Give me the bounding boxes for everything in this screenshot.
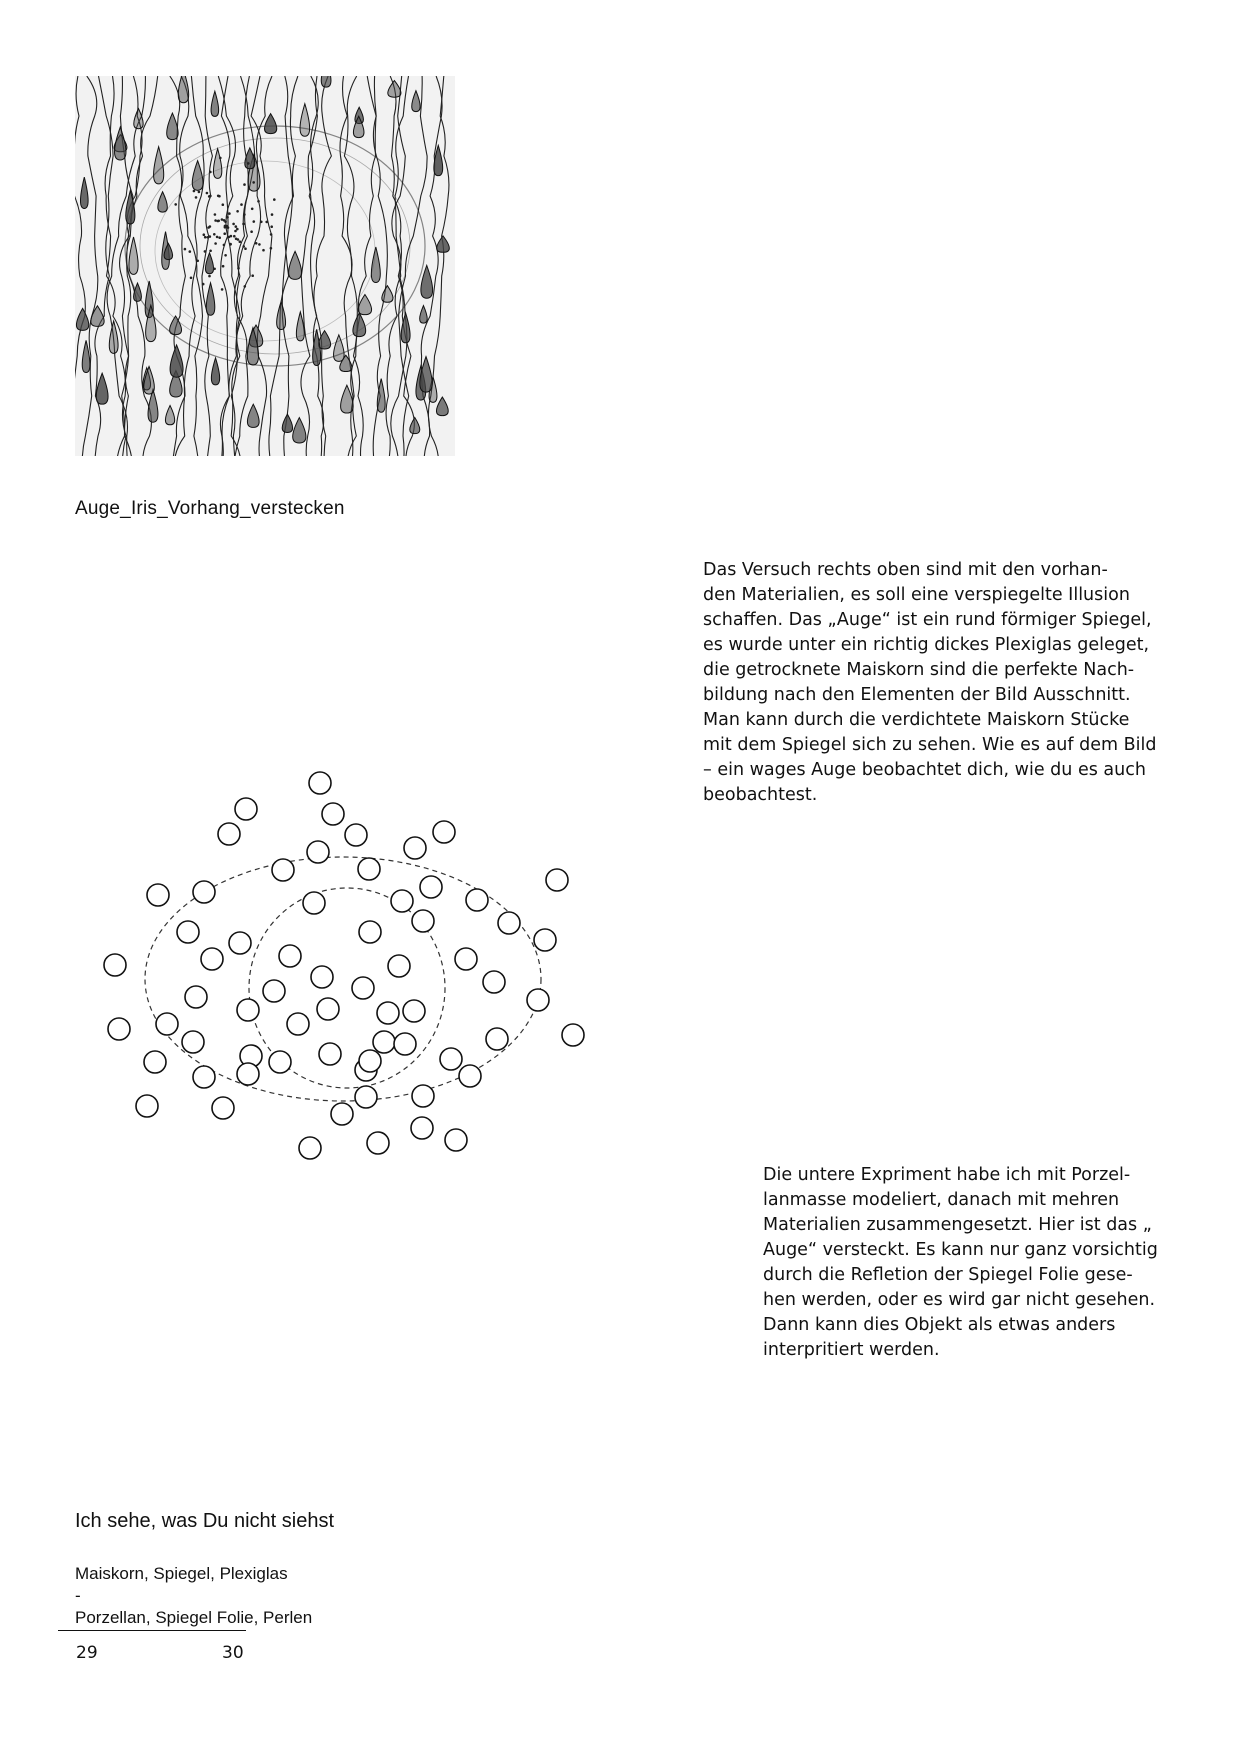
dot-circle — [403, 1000, 425, 1022]
dot-circle — [319, 1043, 341, 1065]
dot-circle — [218, 823, 240, 845]
sketch-stipple — [216, 236, 219, 239]
dot-circle — [104, 954, 126, 976]
sketch-stipple — [236, 210, 239, 213]
circle-dot-svg — [0, 740, 640, 1180]
dot-circle — [412, 1085, 434, 1107]
para-line: Man kann durch die verdichtete Maiskorn Stücke — [703, 710, 1130, 730]
sketch-stipple — [257, 200, 260, 203]
dot-circle — [229, 932, 251, 954]
dot-circle — [185, 986, 207, 1008]
dot-circle — [483, 971, 505, 993]
sketch-stipple — [244, 285, 247, 288]
sketch-stipple — [237, 238, 240, 241]
dot-circle — [433, 821, 455, 843]
dot-circle — [299, 1137, 321, 1159]
sketch-stipple — [240, 203, 243, 206]
description-paragraph-top — [703, 558, 1183, 808]
para-line: beobachtest. — [703, 785, 818, 805]
sketch-stipple — [235, 225, 238, 228]
sketch-stipple — [224, 221, 227, 224]
dot-circle — [459, 1065, 481, 1087]
sketch-stipple — [265, 221, 268, 224]
dot-circle — [391, 890, 413, 912]
dot-circle — [193, 881, 215, 903]
sketch-stipple — [258, 243, 261, 246]
sketch-stipple — [203, 233, 206, 236]
sketch-stipple — [207, 226, 210, 229]
sketch-stipple — [222, 203, 225, 206]
image-caption: Auge_Iris_Vorhang_verstecken — [75, 498, 345, 519]
dot-circle — [394, 1033, 416, 1055]
dot-circle — [359, 1050, 381, 1072]
sketch-stipple — [214, 242, 217, 245]
sketch-stipple — [270, 225, 273, 228]
materials-line-2: Porzellan, Spiegel Folie, Perlen — [75, 1608, 313, 1627]
dot-circle — [367, 1132, 389, 1154]
sketch-stipple — [184, 248, 187, 251]
sketch-stipple — [214, 213, 217, 216]
sketch-stipple — [218, 236, 221, 239]
sketch-stipple — [189, 250, 192, 253]
para-line: den Materialien, es soll eine verspiegelte Illusion — [703, 585, 1130, 605]
sketch-stipple — [243, 183, 246, 186]
dot-circle — [263, 980, 285, 1002]
sketch-stipple — [253, 220, 256, 223]
dot-circle — [108, 1018, 130, 1040]
dot-circle — [156, 1013, 178, 1035]
sketch-stipple — [252, 181, 255, 184]
para-line: interpritiert werden. — [763, 1340, 940, 1360]
dot-circle — [345, 824, 367, 846]
sketch-stipple — [209, 250, 212, 253]
dot-circle — [352, 977, 374, 999]
dot-circle — [269, 1051, 291, 1073]
dot-circle — [193, 1066, 215, 1088]
dot-circle — [272, 859, 294, 881]
dot-circle — [445, 1129, 467, 1151]
sketch-stipple — [209, 235, 212, 238]
eye-sketch-image — [75, 76, 455, 456]
page-number-left: 29 — [76, 1643, 98, 1663]
sketch-stipple — [271, 213, 274, 216]
dot-circle — [534, 929, 556, 951]
dot-circle — [527, 989, 549, 1011]
para-line: hen werden, oder es wird gar nicht gesehen. — [763, 1290, 1156, 1310]
sketch-stipple — [190, 277, 193, 280]
sketch-stipple — [251, 208, 254, 211]
sketch-stipple — [250, 230, 253, 233]
para-line: Die untere Expriment habe ich mit Porzel- — [763, 1165, 1131, 1185]
sketch-stipple — [236, 228, 239, 231]
sketch-stipple — [218, 195, 221, 198]
dot-circle — [546, 869, 568, 891]
para-line: Materialien zusammengesetzt. Hier ist das „ — [763, 1215, 1152, 1235]
dot-circle — [279, 945, 301, 967]
sketch-stipple — [242, 223, 245, 226]
sketch-stipple — [222, 265, 225, 268]
sketch-stipple — [243, 213, 246, 216]
sketch-stipple — [221, 218, 224, 221]
sketch-stipple — [255, 242, 258, 245]
dot-circle — [317, 998, 339, 1020]
dot-circle — [388, 955, 410, 977]
dot-circle — [373, 1031, 395, 1053]
sketch-stipple — [273, 198, 276, 201]
sketch-stipple — [270, 247, 273, 250]
circle-dot-diagram — [0, 740, 640, 1180]
description-paragraph-bottom — [763, 1163, 1193, 1363]
sketch-stipple — [234, 230, 237, 233]
para-line: die getrocknete Maiskorn sind die perfekte Nach- — [703, 660, 1135, 680]
dot-circle — [322, 803, 344, 825]
sketch-stipple — [233, 235, 236, 238]
sketch-stipple — [214, 219, 217, 222]
sketch-stipple — [226, 216, 229, 219]
sketch-stipple — [223, 232, 226, 235]
dot-circle — [147, 884, 169, 906]
dot-circle — [309, 772, 331, 794]
footer-rule — [58, 1630, 246, 1631]
dot-circle — [377, 1002, 399, 1024]
para-line: es wurde unter ein richtig dickes Plexiglas geleget, — [703, 635, 1150, 655]
sketch-stipple — [174, 203, 177, 206]
sketch-stipple — [223, 244, 226, 247]
dot-circle — [411, 1117, 433, 1139]
para-line: bildung nach den Elementen der Bild Ausschnitt. — [703, 685, 1131, 705]
dot-circle — [455, 948, 477, 970]
dot-circle — [144, 1051, 166, 1073]
dot-circle — [562, 1024, 584, 1046]
sketch-stipple — [242, 245, 245, 248]
dot-circle — [404, 837, 426, 859]
para-line: – ein wages Auge beobachtet dich, wie du es auch — [703, 760, 1146, 780]
dot-circle — [440, 1048, 462, 1070]
sketch-stipple — [260, 221, 263, 224]
para-line: Dann kann dies Objekt als etwas anders — [763, 1315, 1116, 1335]
sketch-stipple — [228, 236, 231, 239]
eye-sketch-drawing — [75, 76, 455, 456]
dot-circle — [412, 910, 434, 932]
dot-circle — [212, 1097, 234, 1119]
sketch-stipple — [224, 254, 227, 257]
sketch-stipple — [270, 233, 273, 236]
dot-circle — [235, 798, 257, 820]
para-line: durch die Refletion der Spiegel Folie gese- — [763, 1265, 1133, 1285]
sketch-stipple — [193, 190, 196, 193]
sketch-stipple — [213, 268, 216, 271]
sketch-stipple — [195, 196, 198, 199]
dot-circle — [287, 1013, 309, 1035]
dot-circle — [136, 1095, 158, 1117]
dot-circle — [498, 912, 520, 934]
dot-circle — [177, 921, 199, 943]
sketch-stipple — [229, 243, 232, 246]
sketch-stipple — [221, 288, 224, 291]
dot-circle — [358, 858, 380, 880]
sketch-stipple — [208, 275, 211, 278]
sketch-stipple — [204, 250, 207, 253]
sketch-stipple — [202, 283, 205, 286]
sketch-stipple — [219, 157, 222, 160]
sketch-stipple — [232, 223, 235, 226]
materials-line-1: Maiskorn, Spiegel, Plexiglas — [75, 1564, 288, 1583]
para-line: Auge“ versteckt. Es kann nur ganz vorsichtig — [763, 1240, 1158, 1260]
sketch-stipple — [251, 274, 254, 277]
sketch-stipple — [247, 162, 250, 165]
dot-circle — [331, 1103, 353, 1125]
dot-circle — [237, 1063, 259, 1085]
sketch-stipple — [228, 212, 231, 215]
sketch-stipple — [237, 267, 240, 270]
sketch-stipple — [209, 171, 212, 174]
sketch-stipple — [262, 249, 265, 252]
sketch-stipple — [227, 226, 230, 229]
dot-circle — [182, 1031, 204, 1053]
work-title: Ich sehe, was Du nicht siehst — [75, 1510, 335, 1532]
sketch-stipple — [206, 192, 209, 195]
dot-circle — [307, 841, 329, 863]
materials-separator: - — [75, 1586, 81, 1605]
sketch-stipple — [209, 195, 212, 198]
sketch-stipple — [217, 220, 220, 223]
dot-circle — [311, 966, 333, 988]
para-line: lanmasse modeliert, danach mit mehren — [763, 1190, 1120, 1210]
sketch-droplet — [321, 76, 331, 87]
sketch-stipple — [224, 225, 227, 228]
sketch-stipple — [244, 247, 247, 250]
dot-circle — [303, 892, 325, 914]
dot-circle — [355, 1086, 377, 1108]
para-line: mit dem Spiegel sich zu sehen. Wie es auf dem Bild — [703, 735, 1157, 755]
dot-circle — [486, 1028, 508, 1050]
dot-circle — [237, 999, 259, 1021]
sketch-stipple — [239, 240, 242, 243]
dot-circle — [466, 889, 488, 911]
sketch-stipple — [213, 233, 216, 236]
sketch-stipple — [204, 236, 207, 239]
page-number-right: 30 — [222, 1643, 244, 1663]
dot-circle — [201, 948, 223, 970]
dot-circle — [420, 876, 442, 898]
para-line: schaffen. Das „Auge“ ist ein rund förmiger Spiegel, — [703, 610, 1152, 630]
dot-circle — [359, 921, 381, 943]
para-line: Das Versuch rechts oben sind mit den vorhan- — [703, 560, 1108, 580]
sketch-stipple — [196, 260, 199, 263]
sketch-stipple — [198, 191, 201, 194]
